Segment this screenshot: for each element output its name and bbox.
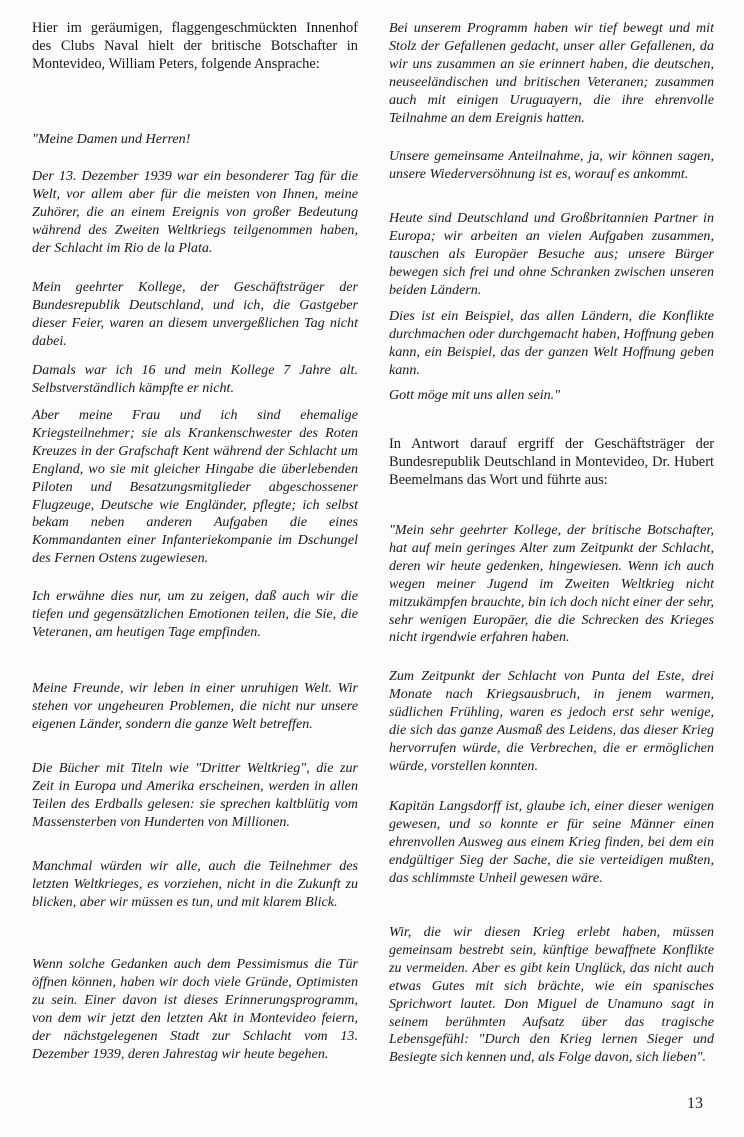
reply-paragraph: Zum Zeitpunkt der Schlacht von Punta del Este, drei Monate nach Kriegsausbruch, in jenem warmen, südlichen Frühling, waren es jedoch erst sehr wenige, die sich das ganze Ausmaß des Leidens, das dieser Krieg hervorrufen würde, die Verbrechen, die er ermöglichen würde, vorstellen konnten. [389, 668, 714, 774]
intro-paragraph: Hier im geräumigen, flaggengeschmückten Innenhof des Clubs Naval hielt der britische Botschafter in Montevideo, William Peters, folgende Ansprache: [32, 20, 358, 72]
speech-paragraph: Aber meine Frau und ich sind ehemalige Kriegsteilnehmer; sie als Krankenschwester des Roten Kreuzes in der Grafschaft Kent während der Schlacht um England, wo sie mit gleicher Hingabe die überlebenden Piloten und Besatzungsmitglieder abgeschossener Flugzeuge, Deutsche wie Engländer, pflegte; ich selbst bekam neben anderen Aufgaben die eines Kommandanten einer Infanteriekompanie im Dschungel des Fernen Ostens zugewiesen. [32, 407, 358, 567]
transition-paragraph: In Antwort darauf ergriff der Geschäftsträger der Bundesrepublik Deutschland in Montevideo, Dr. Hubert Beemelmans das Wort und führte aus: [389, 436, 714, 488]
speech-paragraph: Die Bücher mit Titeln wie "Dritter Weltkrieg", die zur Zeit in Europa und Amerika erscheinen, werden in allen Teilen des Erdballs gelesen: sie sprechen kaltblütig vom Massensterben von Hunderten von Millionen. [32, 760, 358, 830]
speech-paragraph: Damals war ich 16 und mein Kollege 7 Jahre alt. Selbstverständlich kämpfte er nicht. [32, 362, 358, 396]
speech-paragraph: Manchmal würden wir alle, auch die Teilnehmer des letzten Weltkrieges, es vorziehen, nicht in die Zukunft zu blicken, aber wir müssen es tun, und mit klarem Blick. [32, 858, 358, 910]
speech-paragraph: Meine Freunde, wir leben in einer unruhigen Welt. Wir stehen vor ungeheuren Problemen, die nicht nur unsere eigenen Länder, sondern die ganze Welt betreffen. [32, 680, 358, 732]
reply-paragraph: Kapitän Langsdorff ist, glaube ich, einer dieser wenigen gewesen, und so konnte er für seine Männer einen ehrenvollen Ausweg aus einem Krieg finden, bei dem ein endgültiger Sieg der Sache, die sie verteidigen mußten, das schlimmste Unheil gewesen wäre. [389, 798, 714, 886]
speech-paragraph: Dies ist ein Beispiel, das allen Ländern, die Konflikte durchmachen oder durchgemacht haben, Hoffnung geben kann, ein Beispiel, das der ganzen Welt Hoffnung geben kann. [389, 308, 714, 378]
speech-paragraph: Mein geehrter Kollege, der Geschäftsträger der Bundesrepublik Deutschland, und ich, die Gastgeber dieser Feier, waren an diesem unvergeßlichen Tag nicht dabei. [32, 279, 358, 349]
speech-paragraph: Unsere gemeinsame Anteilnahme, ja, wir können sagen, unsere Wiederversöhnung ist es, worauf es ankommt. [389, 148, 714, 182]
reply-paragraph: "Mein sehr geehrter Kollege, der britische Botschafter, hat auf mein geringes Alter zum Zeitpunkt der Schlacht, deren wir heute gedenken, hingewiesen. Wenn ich auch wegen meiner Jugend im Zweiten Weltkrieg nicht mitzukämpfen brauchte, bin ich doch nicht einer der sehr, sehr wenigen Europäer, die die Schrecken des Krieges nicht irgendwie erfahren haben. [389, 522, 714, 646]
speech-paragraph: Der 13. Dezember 1939 war ein besonderer Tag für die Welt, vor allem aber für die meisten von Ihnen, meine Zuhörer, die an einem Ereignis von großer Bedeutung während des Zweiten Weltkriegs teilgenommen haben, der Schlacht im Rio de la Plata. [32, 168, 358, 256]
speech-paragraph: Ich erwähne dies nur, um zu zeigen, daß auch wir die tiefen und gegensätzlichen Emotionen teilen, die Sie, die Veteranen, am heutigen Tage empfinden. [32, 588, 358, 640]
speech-paragraph: Heute sind Deutschland und Großbritannien Partner in Europa; wir arbeiten an vielen Aufgaben zusammen, tauschen als Europäer Besuche aus; unsere Bürger bewegen sich frei und ohne Schranken zwischen unseren beiden Ländern. [389, 210, 714, 298]
reply-paragraph: Wir, die wir diesen Krieg erlebt haben, müssen gemeinsam bestrebt sein, künftige bewaffnete Konflikte zu vermeiden. Aber es gibt kein Unglück, das nicht auch etwas Gutes mit sich brächte, wie ein spanisches Sprichwort lautet. Don Miguel de Unamuno sagt in seinem berühmten Aufsatz über das tragische Lebensgefühl: "Durch den Krieg lernen Sieger und Besiegte sich kennen und, als Folge davon, sich lieben". [389, 924, 714, 1066]
speech-paragraph: Wenn solche Gedanken auch dem Pessimismus die Tür öffnen können, haben wir doch viele Gründe, Optimisten zu sein. Einer davon ist dieses Erinnerungsprogramm, von dem wir jetzt den letzten Akt in Montevideo feiern, der nächstgelegenen Stadt zur Schlacht vom 13. Dezember 1939, deren Jahrestag wir heute begehen. [32, 956, 358, 1062]
speech-closing: Gott möge mit uns allen sein." [389, 387, 561, 403]
page-number: 13 [687, 1095, 703, 1112]
speech-salutation: "Meine Damen und Herren! [32, 131, 191, 147]
speech-paragraph: Bei unserem Programm haben wir tief bewegt und mit Stolz der Gefallenen gedacht, unser aller Gefallenen, da wir uns zusammen an sie erinnert haben, die deutschen, neuseeländischen und britischen Veteranen; zusammen auch mit einigen Uruguayern, die ihre ehrenvolle Teilnahme an dem Ereignis hatten. [389, 20, 714, 126]
